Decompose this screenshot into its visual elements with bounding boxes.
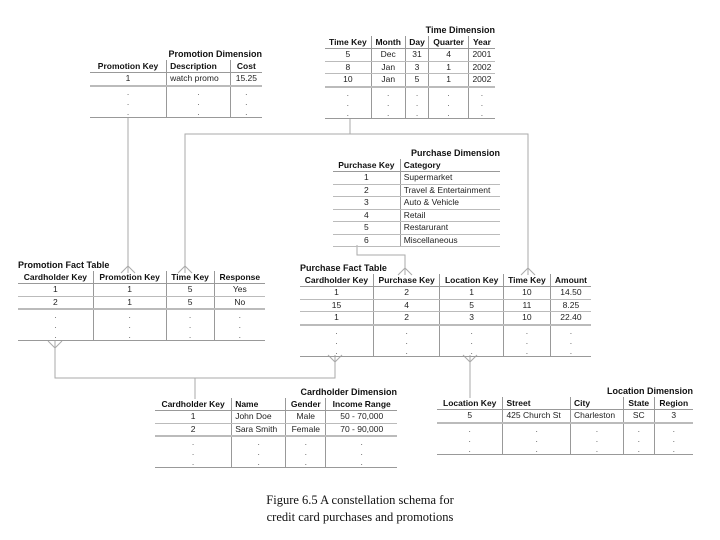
table-cell: 2	[333, 184, 400, 197]
table-cell: 5	[405, 74, 429, 87]
column-header: Year	[468, 36, 495, 49]
table-row	[333, 209, 500, 222]
ellipsis-dot: .	[371, 87, 405, 98]
table-cell: 2	[155, 423, 232, 436]
table-grid	[333, 159, 500, 247]
ellipsis-dot: .	[326, 436, 397, 447]
table-cell: Female	[286, 423, 326, 436]
table-cell: 4	[373, 299, 440, 312]
table-cell: 22.40	[550, 312, 591, 325]
ellipsis-row	[437, 444, 693, 455]
ellipsis-dot: .	[623, 423, 654, 434]
ellipsis-dot: .	[570, 423, 623, 434]
ellipsis-dot: .	[232, 447, 286, 457]
table-cell: 1	[440, 287, 504, 300]
ellipsis-dot: .	[286, 436, 326, 447]
table-grid	[325, 36, 495, 119]
ellipsis-dot: .	[232, 436, 286, 447]
ellipsis-dot: .	[405, 108, 429, 119]
column-header: Street	[503, 397, 571, 410]
ellipsis-dot: .	[126, 86, 130, 97]
ellipsis-dot: .	[335, 325, 338, 336]
ellipsis-dot: .	[654, 444, 693, 455]
table-cell: 15	[300, 299, 373, 312]
ellipsis-dot: .	[440, 346, 504, 357]
table-cell: Retail	[400, 209, 500, 222]
ellipsis-row	[90, 107, 262, 118]
ellipsis-dot: .	[468, 108, 495, 119]
column-header: State	[623, 397, 654, 410]
column-header: Purchase Key	[333, 159, 400, 172]
column-header: Promotion Key	[90, 60, 167, 73]
table-grid	[90, 60, 262, 118]
column-header: Time Key	[503, 274, 550, 287]
table-cell: 1	[93, 284, 166, 297]
ellipsis-dot: .	[126, 96, 130, 107]
ellipsis-row	[155, 457, 397, 468]
table-cell: 5	[166, 296, 214, 309]
time-dimension	[325, 25, 495, 119]
table-cell: watch promo	[167, 73, 231, 86]
ellipsis-row	[325, 98, 495, 108]
table-title: Promotion Dimension	[168, 49, 262, 59]
table-title: Location Dimension	[606, 386, 693, 396]
table-cell: 2002	[468, 74, 495, 87]
ellipsis-dot: .	[429, 108, 468, 119]
cardholder-dimension	[155, 387, 397, 468]
column-header: Description	[167, 60, 231, 73]
column-header: Name	[232, 398, 286, 411]
ellipsis-dot: .	[623, 444, 654, 455]
column-header: Month	[371, 36, 405, 49]
column-header: Time Key	[166, 271, 214, 284]
ellipsis-dot: .	[429, 87, 468, 98]
ellipsis-dot: .	[214, 320, 265, 330]
table-cell: 3	[333, 197, 400, 210]
ellipsis-dot: .	[214, 309, 265, 320]
ellipsis-dot: .	[286, 457, 326, 468]
table-cell: 11	[503, 299, 550, 312]
table-title: Cardholder Dimension	[300, 387, 397, 397]
table-row	[325, 74, 495, 87]
header-row	[333, 159, 500, 172]
table-cell: 8	[325, 61, 371, 74]
ellipsis-dot: .	[93, 330, 166, 341]
table-row	[18, 296, 265, 309]
table-cell: 4	[429, 49, 468, 62]
promotion-dimension	[90, 49, 262, 118]
ellipsis-dot: .	[503, 346, 550, 357]
table-title: Promotion Fact Table	[18, 260, 110, 270]
header-row	[18, 271, 265, 284]
table-cell: 15.25	[230, 73, 262, 86]
ellipsis-dot: .	[570, 444, 623, 455]
ellipsis-dot: .	[570, 434, 623, 444]
table-cell: Supermarket	[400, 172, 500, 185]
ellipsis-dot: .	[214, 330, 265, 341]
table-cell: 70 - 90,000	[326, 423, 397, 436]
table-row	[325, 61, 495, 74]
table-title: Purchase Fact Table	[300, 263, 387, 273]
ellipsis-dot: .	[503, 444, 571, 455]
ellipsis-dot: .	[346, 87, 350, 98]
location-dimension	[437, 386, 693, 455]
ellipsis-dot: .	[503, 423, 571, 434]
ellipsis-row	[300, 336, 591, 346]
table-cell: Yes	[214, 284, 265, 297]
table-cell: Travel & Entertainment	[400, 184, 500, 197]
ellipsis-dot: .	[373, 336, 440, 346]
table-cell: 31	[405, 49, 429, 62]
table-cell: 1	[90, 73, 167, 86]
ellipsis-dot: .	[232, 457, 286, 468]
table-cell: 425 Church St	[503, 410, 571, 423]
ellipsis-dot: .	[93, 309, 166, 320]
table-cell: 2001	[468, 49, 495, 62]
ellipsis-dot: .	[155, 457, 232, 468]
ellipsis-dot: .	[373, 346, 440, 357]
table-cell: 3	[654, 410, 693, 423]
ellipsis-dot: .	[437, 444, 503, 455]
ellipsis-dot: .	[429, 98, 468, 108]
column-header: Cardholder Key	[300, 274, 373, 287]
table-title: Time Dimension	[425, 25, 495, 35]
figure-caption	[0, 492, 720, 526]
header-row	[325, 36, 495, 49]
table-cell: 5	[437, 410, 503, 423]
table-cell: 5	[333, 222, 400, 235]
table-row	[300, 287, 591, 300]
ellipsis-dot: .	[371, 108, 405, 119]
table-cell: 2	[18, 296, 93, 309]
table-cell: 3	[405, 61, 429, 74]
ellipsis-dot: .	[503, 434, 571, 444]
table-cell: 1	[333, 172, 400, 185]
table-row	[333, 234, 500, 247]
ellipsis-dot: .	[300, 346, 373, 357]
table-cell: Dec	[371, 49, 405, 62]
ellipsis-dot: .	[371, 98, 405, 108]
ellipsis-dot: .	[167, 97, 231, 107]
ellipsis-dot: .	[503, 325, 550, 336]
table-cell: 1	[429, 74, 468, 87]
table-row	[18, 284, 265, 297]
table-cell: 14.50	[550, 287, 591, 300]
caption-line-1: Figure 6.5 A constellation schema for	[266, 493, 454, 507]
table-grid	[437, 397, 693, 455]
table-cell: 10	[325, 74, 371, 87]
header-row	[300, 274, 591, 287]
table-row	[333, 222, 500, 235]
purchase-dimension	[333, 148, 500, 247]
table-cell: 1	[429, 61, 468, 74]
ellipsis-dot: .	[654, 434, 693, 444]
table-cell: Restarurant	[400, 222, 500, 235]
ellipsis-dot: .	[230, 97, 262, 107]
table-cell: 1	[300, 312, 373, 325]
table-row	[155, 423, 397, 436]
table-cell: Jan	[371, 74, 405, 87]
promotion-fact-table	[18, 260, 265, 341]
ellipsis-dot: .	[550, 346, 591, 357]
table-cell: 8.25	[550, 299, 591, 312]
table-row	[155, 411, 397, 424]
ellipsis-dot: .	[654, 423, 693, 434]
table-cell: 5	[166, 284, 214, 297]
column-header: City	[570, 397, 623, 410]
purchase-fact-table	[300, 263, 591, 357]
ellipsis-dot: .	[468, 98, 495, 108]
ellipsis-dot: .	[18, 330, 93, 341]
column-header: Promotion Key	[93, 271, 166, 284]
table-grid	[155, 398, 397, 468]
caption-line-2: credit card purchases and promotions	[266, 510, 454, 524]
column-header: Time Key	[325, 36, 371, 49]
table-cell: 1	[155, 411, 232, 424]
ellipsis-dot: .	[90, 107, 167, 118]
table-cell: 5	[325, 49, 371, 62]
ellipsis-dot: .	[230, 86, 262, 97]
header-row	[437, 397, 693, 410]
ellipsis-dot: .	[167, 86, 231, 97]
table-row	[300, 299, 591, 312]
ellipsis-dot: .	[191, 447, 195, 457]
header-row	[90, 60, 262, 73]
ellipsis-dot: .	[468, 87, 495, 98]
ellipsis-dot: .	[93, 320, 166, 330]
table-cell: 2	[373, 312, 440, 325]
column-header: Amount	[550, 274, 591, 287]
table-cell: 3	[440, 312, 504, 325]
ellipsis-dot: .	[550, 325, 591, 336]
column-header: Purchase Key	[373, 274, 440, 287]
ellipsis-dot: .	[326, 447, 397, 457]
ellipsis-dot: .	[166, 320, 214, 330]
table-cell: 5	[440, 299, 504, 312]
column-header: Region	[654, 397, 693, 410]
table-cell: Auto & Vehicle	[400, 197, 500, 210]
table-row	[333, 184, 500, 197]
table-row	[333, 197, 500, 210]
column-header: Cardholder Key	[18, 271, 93, 284]
ellipsis-dot: .	[550, 336, 591, 346]
table-cell: Miscellaneous	[400, 234, 500, 247]
table-cell: 10	[503, 287, 550, 300]
header-row	[155, 398, 397, 411]
column-header: Location Key	[437, 397, 503, 410]
table-title: Purchase Dimension	[410, 148, 500, 158]
column-header: Quarter	[429, 36, 468, 49]
ellipsis-dot: .	[346, 97, 350, 108]
table-grid	[18, 271, 265, 341]
ellipsis-dot: .	[230, 107, 262, 118]
table-row	[333, 172, 500, 185]
column-header: Location Key	[440, 274, 504, 287]
column-header: Gender	[286, 398, 326, 411]
column-header: Response	[214, 271, 265, 284]
ellipsis-row	[90, 86, 262, 97]
ellipsis-dot: .	[440, 336, 504, 346]
table-cell: 4	[333, 209, 400, 222]
ellipsis-row	[300, 325, 591, 336]
table-cell: Jan	[371, 61, 405, 74]
column-header: Day	[405, 36, 429, 49]
ellipsis-row	[155, 436, 397, 447]
column-header: Income Range	[326, 398, 397, 411]
ellipsis-dot: .	[54, 310, 57, 320]
ellipsis-dot: .	[166, 309, 214, 320]
table-cell: John Doe	[232, 411, 286, 424]
ellipsis-dot: .	[335, 335, 338, 346]
ellipsis-dot: .	[373, 325, 440, 336]
ellipsis-row	[300, 346, 591, 357]
table-row	[300, 312, 591, 325]
ellipsis-dot: .	[468, 433, 471, 444]
ellipsis-row	[437, 434, 693, 444]
table-cell: 2	[373, 287, 440, 300]
ellipsis-dot: .	[405, 87, 429, 98]
table-cell: Male	[286, 411, 326, 424]
ellipsis-dot: .	[167, 107, 231, 118]
ellipsis-row	[18, 309, 265, 320]
table-cell: 1	[18, 284, 93, 297]
ellipsis-row	[155, 447, 397, 457]
table-cell: 2002	[468, 61, 495, 74]
table-row	[90, 73, 262, 86]
table-cell: No	[214, 296, 265, 309]
ellipsis-dot: .	[468, 423, 471, 434]
ellipsis-row	[18, 330, 265, 341]
table-cell: SC	[623, 410, 654, 423]
ellipsis-dot: .	[503, 336, 550, 346]
table-cell: Sara Smith	[232, 423, 286, 436]
table-cell: 6	[333, 234, 400, 247]
ellipsis-row	[18, 320, 265, 330]
ellipsis-dot: .	[166, 330, 214, 341]
table-cell: 50 - 70,000	[326, 411, 397, 424]
ellipsis-row	[437, 423, 693, 434]
ellipsis-dot: .	[54, 320, 57, 330]
table-cell: 1	[93, 296, 166, 309]
table-grid	[300, 274, 591, 357]
ellipsis-dot: .	[623, 434, 654, 444]
ellipsis-dot: .	[191, 437, 195, 447]
ellipsis-dot: .	[440, 325, 504, 336]
ellipsis-row	[325, 108, 495, 119]
table-row	[437, 410, 693, 423]
table-cell: 1	[300, 287, 373, 300]
table-cell: 10	[503, 312, 550, 325]
ellipsis-dot: .	[286, 447, 326, 457]
ellipsis-dot: .	[325, 108, 371, 119]
ellipsis-dot: .	[326, 457, 397, 468]
table-cell: Charleston	[570, 410, 623, 423]
column-header: Cardholder Key	[155, 398, 232, 411]
ellipsis-dot: .	[405, 98, 429, 108]
ellipsis-row	[325, 87, 495, 98]
cardholder-key-link	[55, 340, 335, 378]
column-header: Category	[400, 159, 500, 172]
column-header: Cost	[230, 60, 262, 73]
ellipsis-row	[90, 97, 262, 107]
time-key-link	[185, 118, 350, 273]
table-row	[325, 49, 495, 62]
